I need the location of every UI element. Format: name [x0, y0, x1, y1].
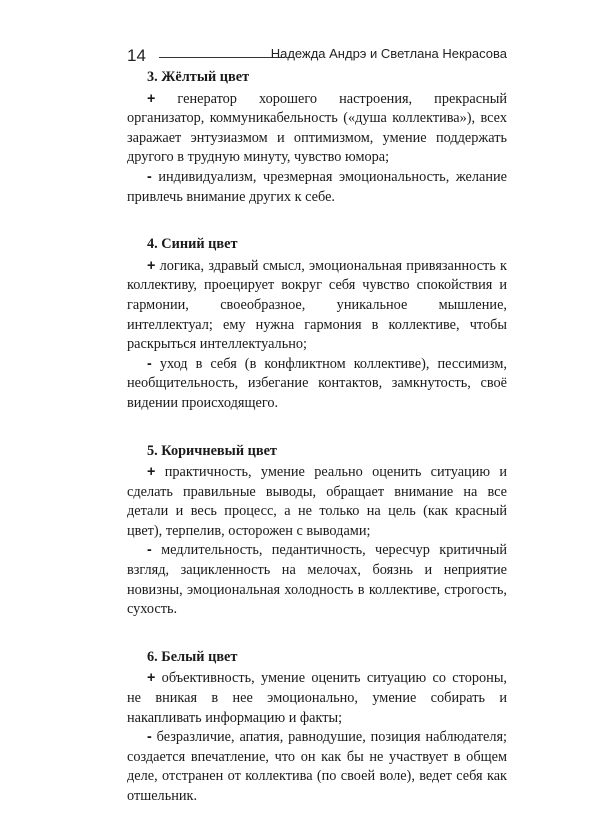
minus-sign: -: [147, 168, 152, 185]
page-header: [127, 40, 507, 70]
minus-text: индивидуализм, чрезмерная эмоциональность, желание привлечь внимание других к себе.: [127, 168, 507, 205]
page-number: 14: [127, 46, 146, 65]
minus-text: уход в себя (в конфликтном коллективе), пессимизм, необщительность, избегание контактов, замкнутость, своё видении происходящего.: [127, 355, 507, 411]
plus-text: объективность, умение оценить ситуацию со стороны, не вникая в нее эмоционально, умение собирать и накапливать информацию и факты;: [127, 670, 507, 726]
minus-sign: -: [147, 355, 152, 372]
minus-sign: -: [147, 729, 152, 746]
plus-paragraph: [127, 463, 507, 541]
minus-text: безразличие, апатия, равнодушие, позиция наблюдателя; создается впечатление, что он как бы не участвует в общем деле, отстранен от коллектива (по своей воле), ведет себя как отшельник.: [127, 729, 508, 804]
page-body: [127, 68, 507, 835]
section-yellow: [127, 68, 507, 207]
minus-paragraph: [127, 355, 507, 414]
section-blue: [127, 235, 507, 413]
section-white: [127, 648, 507, 807]
header-rule: [159, 57, 285, 58]
section-title: 4. Синий цвет: [147, 236, 238, 253]
plus-sign: +: [147, 670, 156, 687]
minus-text: медлительность, педантичность, чересчур критичный взгляд, зацикленность на мелочах, боязнь и неприятие новизны, эмоциональная холодность в коллективе, строгость, сухость.: [127, 542, 507, 618]
plus-sign: +: [147, 464, 156, 481]
plus-paragraph: [127, 669, 507, 728]
plus-sign: +: [147, 257, 156, 274]
minus-sign: -: [147, 542, 152, 559]
minus-paragraph: [127, 541, 507, 619]
minus-paragraph: [127, 728, 507, 806]
running-title: Надежда Андрэ и Светлана Некрасова: [270, 46, 507, 61]
plus-sign: +: [147, 90, 156, 107]
plus-paragraph: [127, 90, 507, 168]
plus-text: генератор хорошего настроения, прекрасный организатор, коммуникабельность («душа коллектива»), всех заражает энтузиазмом и оптимизмом, умение поддержать другого в трудную минуту, чувство юмора;: [127, 90, 508, 166]
section-title: 3. Жёлтый цвет: [147, 69, 250, 85]
section-title: 6. Белый цвет: [147, 648, 238, 665]
plus-paragraph: [127, 257, 507, 355]
plus-text: практичность, умение реально оценить ситуацию и сделать правильные выводы, обращает внимание на все детали и весь процесс, а не только на цель (как красный цвет), терпелив, осторожен с выводами;: [127, 464, 508, 539]
section-brown: [127, 442, 507, 620]
section-title: 5. Коричневый цвет: [147, 442, 277, 459]
plus-text: логика, здравый смысл, эмоциональная привязанность к коллективу, проецирует вокруг себя чувство спокойствия и гармонии, своеобразное, уникальное мышление, интеллектуал; ему нужна гармония в коллективе, чтобы раскрыться интеллектуально;: [127, 257, 508, 353]
minus-paragraph: [127, 168, 507, 207]
